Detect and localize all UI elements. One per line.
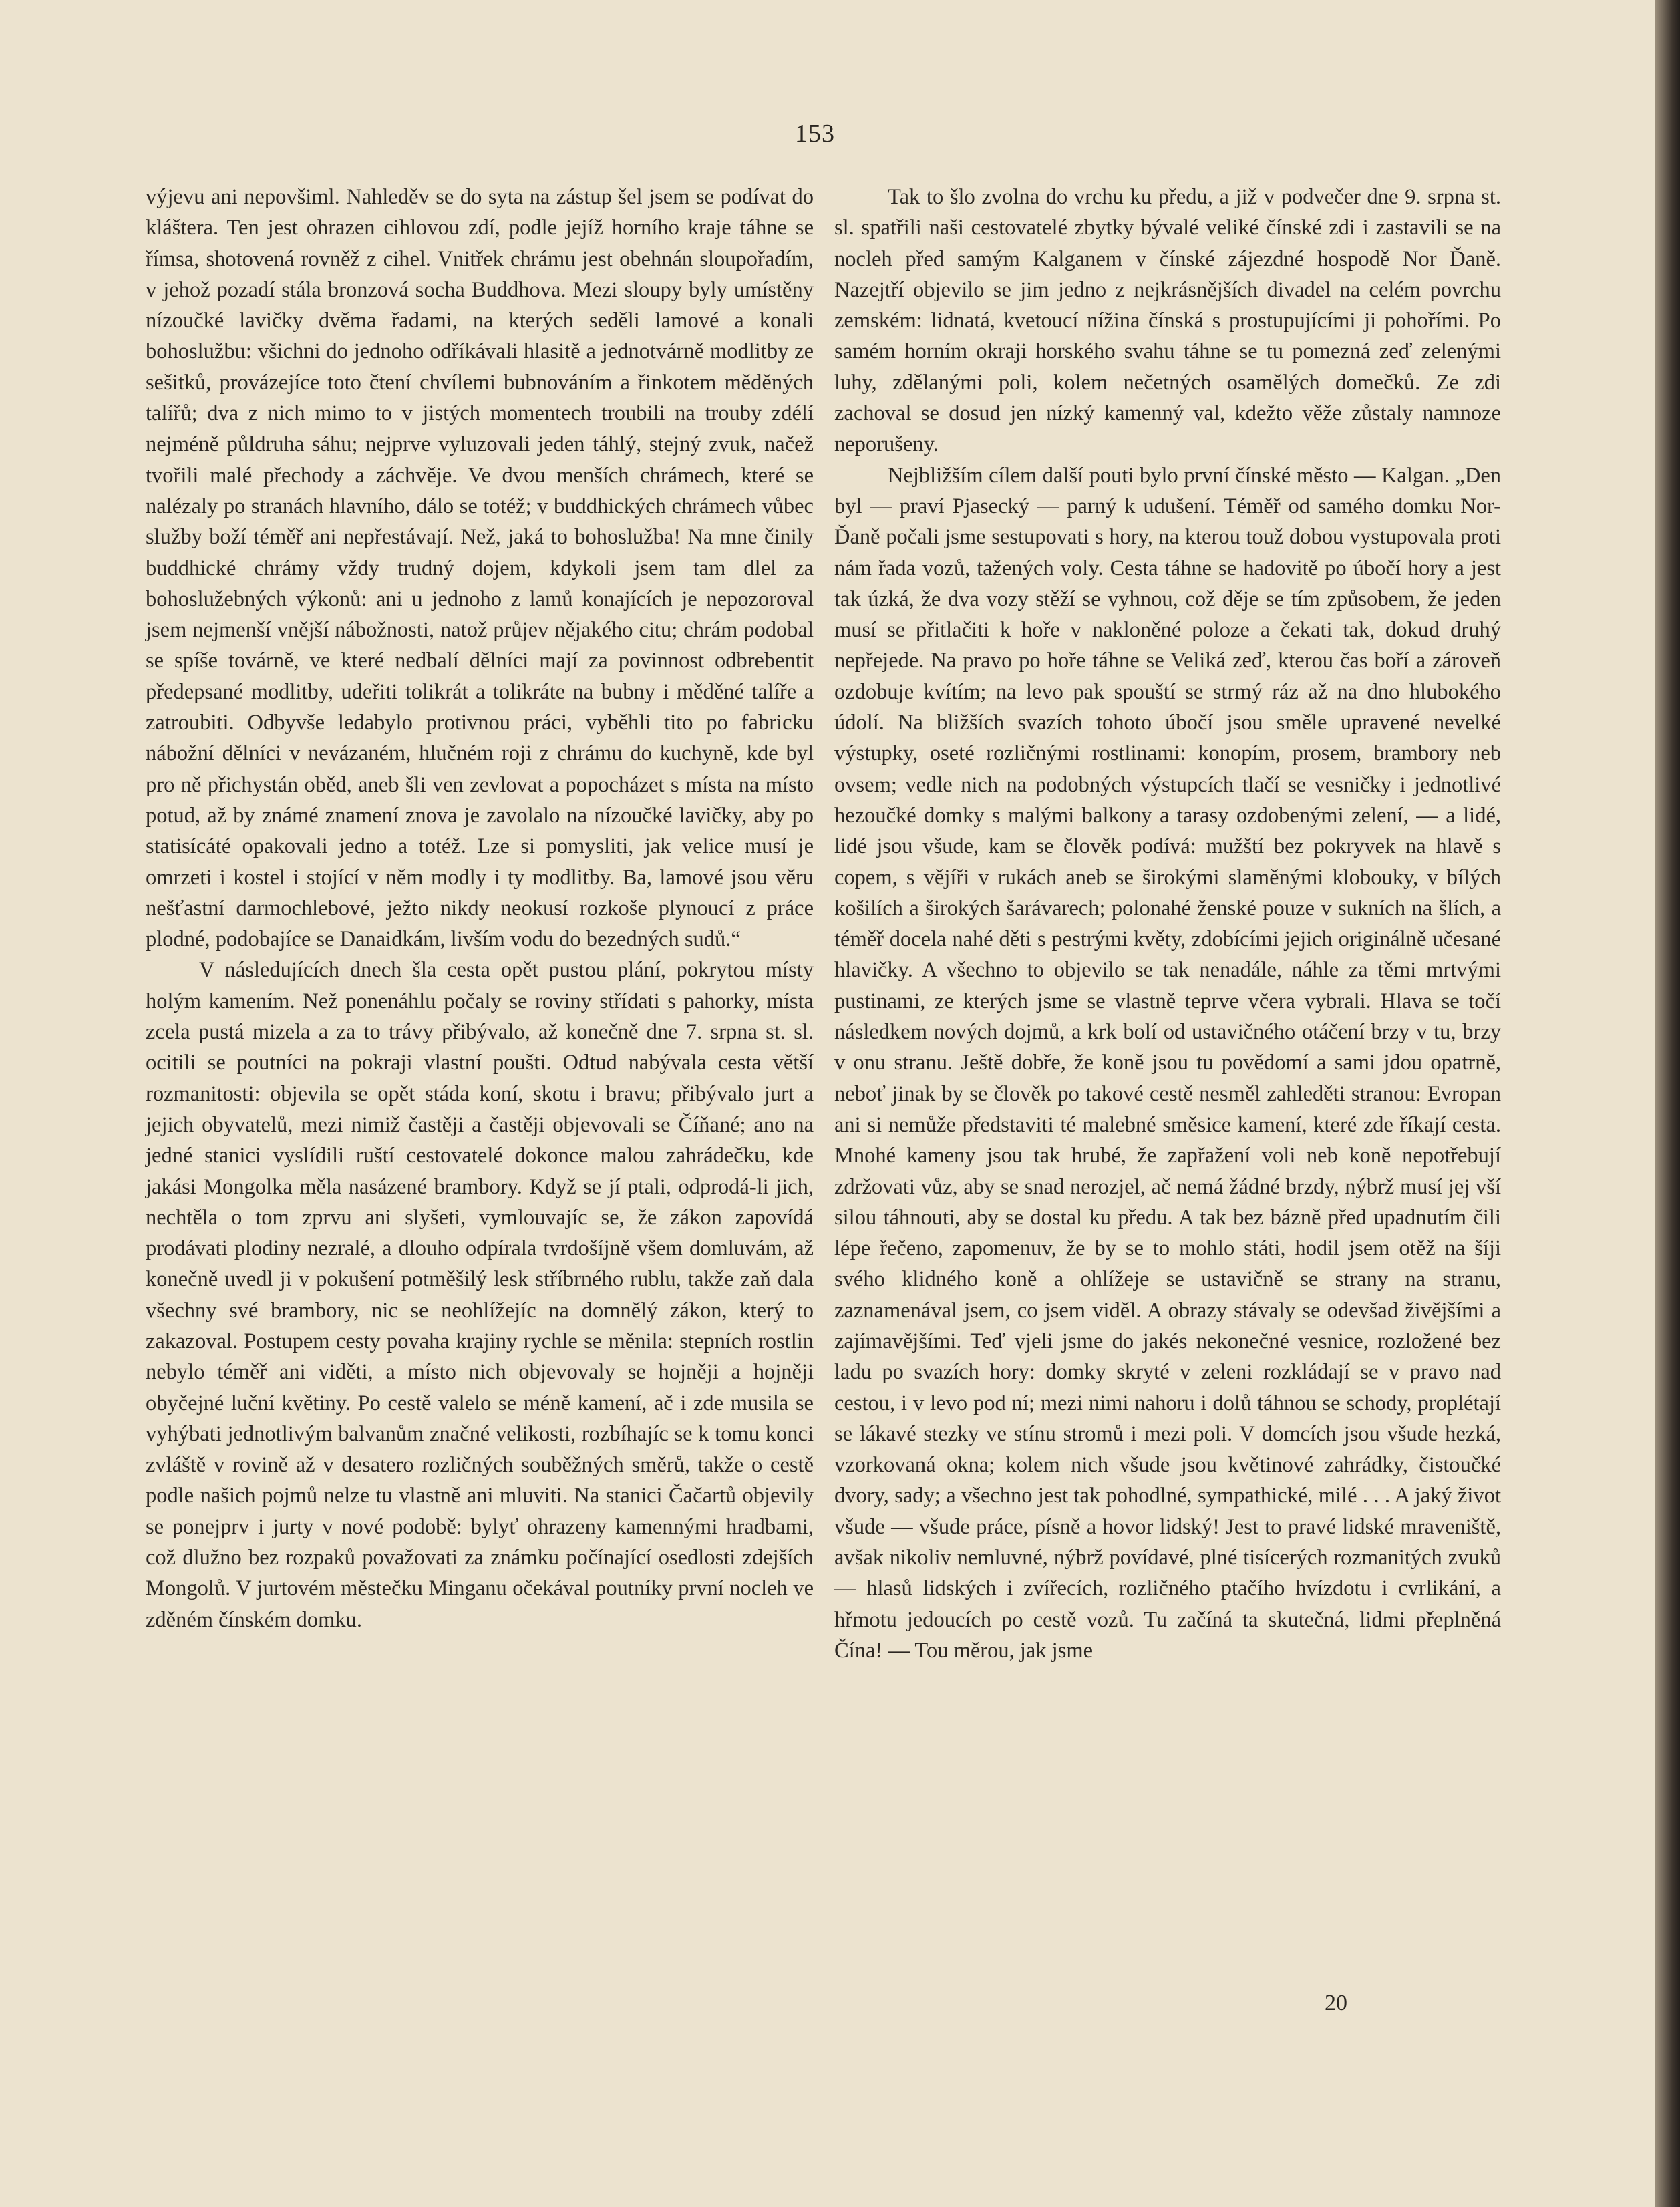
page-number: 153 (795, 120, 835, 148)
paragraph: Tak to šlo zvolna do vrchu ku předu, a již v podvečer dne 9. srpna st. sl. spatřili naši cestovatelé zbytky bývalé veliké čínské zdi i zastavili se na nocleh před samým Kalganem v čínské zájezdné hospodě Nor Ďaně. Nazejtří objevilo se jim jedno z nejkrásnějších divadel na celém povrchu zemském: lidnatá, kvetoucí nížina čínská s prostupujícími ji pohořími. Po samém horním okraji horského svahu táhne se tu pomezná zeď zelenými luhy, zdělanými poli, kolem nečetných osamělých domečků. Ze zdi zachoval se dosud jen nízký kamenný val, kdežto věže zůstaly namnoze neporušeny. (834, 185, 1501, 457)
paragraph: Nejbližším cílem další pouti bylo první čínské město — Kalgan. „Den byl — praví Pjasecký — parný k udušení. Téměř od samého domku Nor-Ďaně počali jsme sestupovati s hory, na kterou touž dobou vystupovala proti nám řada vozů, tažených voly. Cesta táhne se hadovitě po úbočí hory a jest tak úzká, že dva vozy stěží se vyhnou, což děje se tím způsobem, že jeden musí se přitlačiti k hoře v nakloněné poloze a čekati tak, dokud druhý nepřejede. Na pravo po hoře táhne se Veliká zeď, kterou čas boří a zároveň ozdobuje kvítím; na levo pak spouští se strmý ráz až na dno hlubokého údolí. Na bližších svazích tohoto úbočí jsou směle upravené nevelké výstupky, oseté rozličnými rostlinami: konopím, prosem, brambory neb ovsem; vedle nich na podobných výstupcích tlačí se vesničky i jednotlivé hezoučké domky s malými balkony a tarasy ozdobenými zelení, — a lidé, lidé jsou všude, kam se člověk podívá: mužští bez pokryvek na hlavě s copem, s vějíři v rukách aneb se širokými slaměnými klobouky, v bílých košilích a širokých šarávarech; polonahé ženské pouze v sukních na šlích, a téměř docela nahé děti s pestrými květy, zdobícími jejich originálně učesané hlavičky. A všechno to objevilo se tak nenadále, náhle za těmi mrtvými pustinami, ze kterých jsme se vlastně teprve včera vybrali. Hlava se točí následkem nových dojmů, a krk bolí od ustavičného otáčení brzy v tu, brzy v onu stranu. Ještě dobře, že koně jsou tu povědomí a sami jdou opatrně, neboť jinak by se člověk po takové cestě nesměl zahleděti stranou: Evropan ani si nemůže představiti té malebné směsice kamení, které zde říkají cesta. Mnohé kameny jsou tak hrubé, že zapřažení voli neb koně nepotřebují zdržovati vůz, aby se snad nerozjel, ač nemá žádné brzdy, nýbrž musí jej vší silou táhnouti, aby se dostal ku předu. A tak bez bázně před upadnutím čili lépe řečeno, zapomenuv, že by se to mohlo státi, hodil jsem otěž na šíji svého klidného koně a ohlížeje se ustavičně se strany na stranu, zaznamenával jsem, co jsem viděl. A obrazy stávaly se odevšad živějšími a zajímavějšími. Teď vjeli jsme do jakés nekonečné vesnice, rozložené bez ladu po svazích hory: domky skryté v zeleni rozkládají se v pravo nad cestou, i v levo pod ní; mezi nimi nahoru i dolů táhnou se schody, proplétají se lákavé stezky ve stínu stromů i mezi poli. V domcích jsou všude hezká, vzorkovaná okna; kolem nich všude jsou květinové zahrádky, čistoučké dvory, sady; a všechno jest tak pohodlné, sympathické, milé . . . A jaký život všude — všude práce, písně a hovor lidský! Jest to pravé lidské mraveniště, avšak nikoliv nemluvné, nýbrž povídavé, plné tisícerých rozmanitých zvuků — hlasů lidských i zvířecích, rozličného ptačího hvízdotu i cvrlikání, a hřmotu jedoucích po cestě vozů. Tu začíná ta skutečná, lidmi přeplněná Čína! — Tou měrou, jak jsme (834, 463, 1501, 1663)
left-column (146, 182, 814, 1635)
right-column (834, 182, 1501, 1666)
page-edge-shadow (1655, 0, 1680, 2207)
paragraph: výjevu ani nepovšiml. Nahleděv se do syta na zástup šel jsem se podívat do kláštera. Ten jest ohrazen cihlovou zdí, podle jejíž horního kraje táhne se římsa, shotovená rovněž z cihel. Vnitřek chrámu jest obehnán sloupořadím, v jehož pozadí stála bronzová socha Buddhova. Mezi sloupy byly umístěny nízoučké lavičky dvěma řadami, na kterých seděli lamové a konali bohoslužbu: všichni do jednoho odříkávali hlasitě a jednotvárně modlitby ze sešitků, provázejíce toto čtení chvílemi bubnováním a řinkotem měděných talířů; dva z nich mimo to v jistých momentech troubili na trouby zdélí nejméně půldruha sáhu; nejprve vyluzovali jeden táhlý, stejný zvuk, načež tvořili malé přechody a záchvěje. Ve dvou menších chrámech, které se nalézaly po stranách hlavního, dálo se totéž; v buddhických chrámech vůbec služby boží téměř ani nepřestávají. Než, jaká to bohoslužba! Na mne činily buddhické chrámy vždy trudný dojem, kdykoli jsem tam dlel za bohoslužebných výkonů: ani u jednoho z lamů konajících je nepozoroval jsem nejmenší vnější nábožnosti, natož průjev nějakého citu; chrám podobal se spíše továrně, ve které nedbalí dělníci mají za povinnost odbrebentit předepsané modlitby, udeřiti tolikrát a tolikráte na bubny i měděné talíře a zatroubiti. Odbyvše ledabylo protivnou práci, vyběhli tito po fabricku nábožní dělníci v nevázaném, hlučném roji z chrámu do kuchyně, kde byl pro ně přichystán oběd, aneb šli ven zevlovat a popocházet s místa na místo potud, až by známé znamení znova je zavolalo na nízoučké lavičky, aby po statisícáté opakovali jedno a totéž. Lze si pomysliti, jak velice musí je omrzeti i kostel i stojící v něm modly i ty modlitby. Ba, lamové jsou věru nešťastní darmochlebové, ježto nikdy neokusí rozkoše plynoucí z práce plodné, podobajíce se Danaidkám, livším vodu do bezedných sudů.“ (146, 185, 814, 952)
printer-signature: 20 (1325, 1991, 1347, 2015)
paragraph: V následujících dnech šla cesta opět pustou plání, pokrytou místy holým kamením. Než ponenáhlu počaly se roviny střídati s pahorky, místa zcela pustá mizela a za to trávy přibývalo, až konečně dne 7. srpna st. sl. ocitili se poutníci na pokraji vlastní poušti. Odtud nabývala cesta větší rozmanitosti: objevila se opět stáda koní, skotu i bravu; přibývalo jurt a jejich obyvatelů, mezi nimiž častěji a častěji objevovali se Číňané; ano na jedné stanici vyslídili ruští cestovatelé dokonce malou zahrádečku, kde jakási Mongolka měla nasázené brambory. Když se jí ptali, odprodá-li jich, nechtěla o tom zprvu ani slyšeti, vymlouvajíc se, že zákon zapovídá prodávati plodiny nezralé, a dlouho odpírala tvrdošíjně všem domluvám, až konečně uvedl ji v pokušení potměšilý lesk stříbrného rublu, takže zaň dala všechny své brambory, nic se neohlížejíc na domnělý zákon, který to zakazoval. Postupem cesty povaha krajiny rychle se měnila: stepních rostlin nebylo téměř ani viděti, a místo nich objevovaly se hojněji a hojněji obyčejné luční květiny. Po cestě valelo se méně kamení, ač i zde musila se vyhýbati jednotlivým balvanům značné velikosti, rozbíhajíc se k tomu konci zvláště v rovině až v desatero rozličných souběžných směrů, takže o cestě podle našich pojmů nelze tu vlastně ani mluviti. Na stanici Čačartů objevily se ponejprv i jurty v nové podobě: bylyť ohrazeny kamennými hradbami, což dlužno bez rozpaků považovati za známku počínající osedlosti zdejších Mongolů. V jurtovém městečku Minganu očekával poutníky první nocleh ve zděném čínském domku. (146, 958, 814, 1632)
